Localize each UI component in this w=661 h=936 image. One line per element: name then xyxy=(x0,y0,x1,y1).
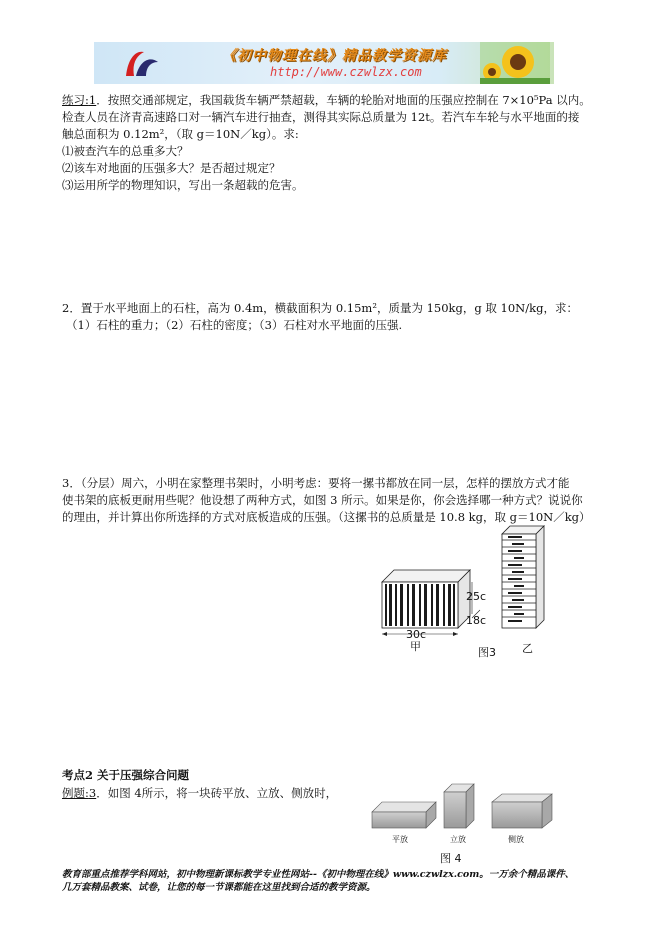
q1-sub3: ⑶运用所学的物理知识，写出一条超载的危害。 xyxy=(62,178,304,192)
brick-side-label: 侧放 xyxy=(508,835,524,844)
header-banner xyxy=(94,42,554,84)
q1-line2: 检查人员在济青高速路口对一辆汽车进行抽查，测得其实际总质量为 12t。若汽车车轮与水平地面的接 xyxy=(62,110,580,124)
figure3-jia-label: 甲 xyxy=(410,640,421,653)
example-number: 3 xyxy=(88,786,97,800)
q2-line2: （1）石柱的重力；（2）石柱的密度；（3）石柱对水平地面的压强. xyxy=(66,318,403,332)
dim-height-label: 25c xyxy=(466,590,487,603)
footer-line2: 几万套精品教案、试卷，让您的每一节课都能在这里找到合适的教学资源。 xyxy=(62,882,376,893)
brick-flat xyxy=(372,802,436,828)
q3-line1: 3．（分层）周六，小明在家整理书架时，小明考虑：要将一摞书都放在同一层，怎样的摆放方式才能 xyxy=(62,476,570,490)
banner-url[interactable]: http://www.czwlzx.com xyxy=(270,65,422,79)
brick-flat-label: 平放 xyxy=(392,835,408,844)
section-heading: 考点2 关于压强综合问题 xyxy=(62,768,190,782)
figure3-stack-yi xyxy=(498,524,548,630)
brick-side xyxy=(492,794,552,828)
q2-line1: 2．置于水平地面上的石柱，高为 0.4m，横截面积为 0.15m²，质量为 150kg，g 取 10N/kg，求： xyxy=(62,301,578,315)
brick-upright xyxy=(444,784,474,828)
figure3-caption: 图3 xyxy=(478,646,496,659)
q1-line3: 触总面积为 0.12m²，（取 g＝10N／kg）。求: xyxy=(62,127,299,141)
q1-number: 1 xyxy=(88,93,97,107)
dim-width-label: 30c xyxy=(406,628,427,641)
figure4-caption: 图 4 xyxy=(440,852,462,865)
dim-depth-label: 18c xyxy=(466,614,487,627)
q3-line2: 使书架的底板更耐用些呢？他设想了两种方式，如图 3 所示。如果是你，你会选择哪一种方式？说说你 xyxy=(62,493,583,507)
banner-title: 《初中物理在线》精品教学资源库 xyxy=(222,48,447,64)
q1-sub2: ⑵该车对地面的压强多大？是否超过规定？ xyxy=(62,161,281,175)
q3-line3: 的理由，并计算出你所选择的方式对底板造成的压强。（这摞书的总质量是 10.8 kg，取 g＝10N／kg） xyxy=(62,510,591,524)
exercise-label: 练习: xyxy=(62,93,89,107)
q1-sub1: ⑴被查汽车的总重多大？ xyxy=(62,144,189,158)
brick-upright-label: 立放 xyxy=(450,835,466,844)
figure3-yi-label: 乙 xyxy=(522,642,533,655)
example-label: 例题: xyxy=(62,786,89,800)
example-line: 例题:3．如图 4所示，将一块砖平放、立放、侧放时， xyxy=(62,786,338,800)
sunflower-icon xyxy=(480,42,550,84)
q1-line1: 练习:1．按照交通部规定，我国载货车辆严禁超载，车辆的轮胎对地面的压强应控制在 7×10⁵Pa 以内。 xyxy=(62,93,591,107)
site-logo-icon xyxy=(122,46,162,80)
footer-line1: 教育部重点推荐学科网站，初中物理新课标教学专业性网站--《初中物理在线》www.czwlzx.com。一万余个精品课件、 xyxy=(62,869,575,880)
